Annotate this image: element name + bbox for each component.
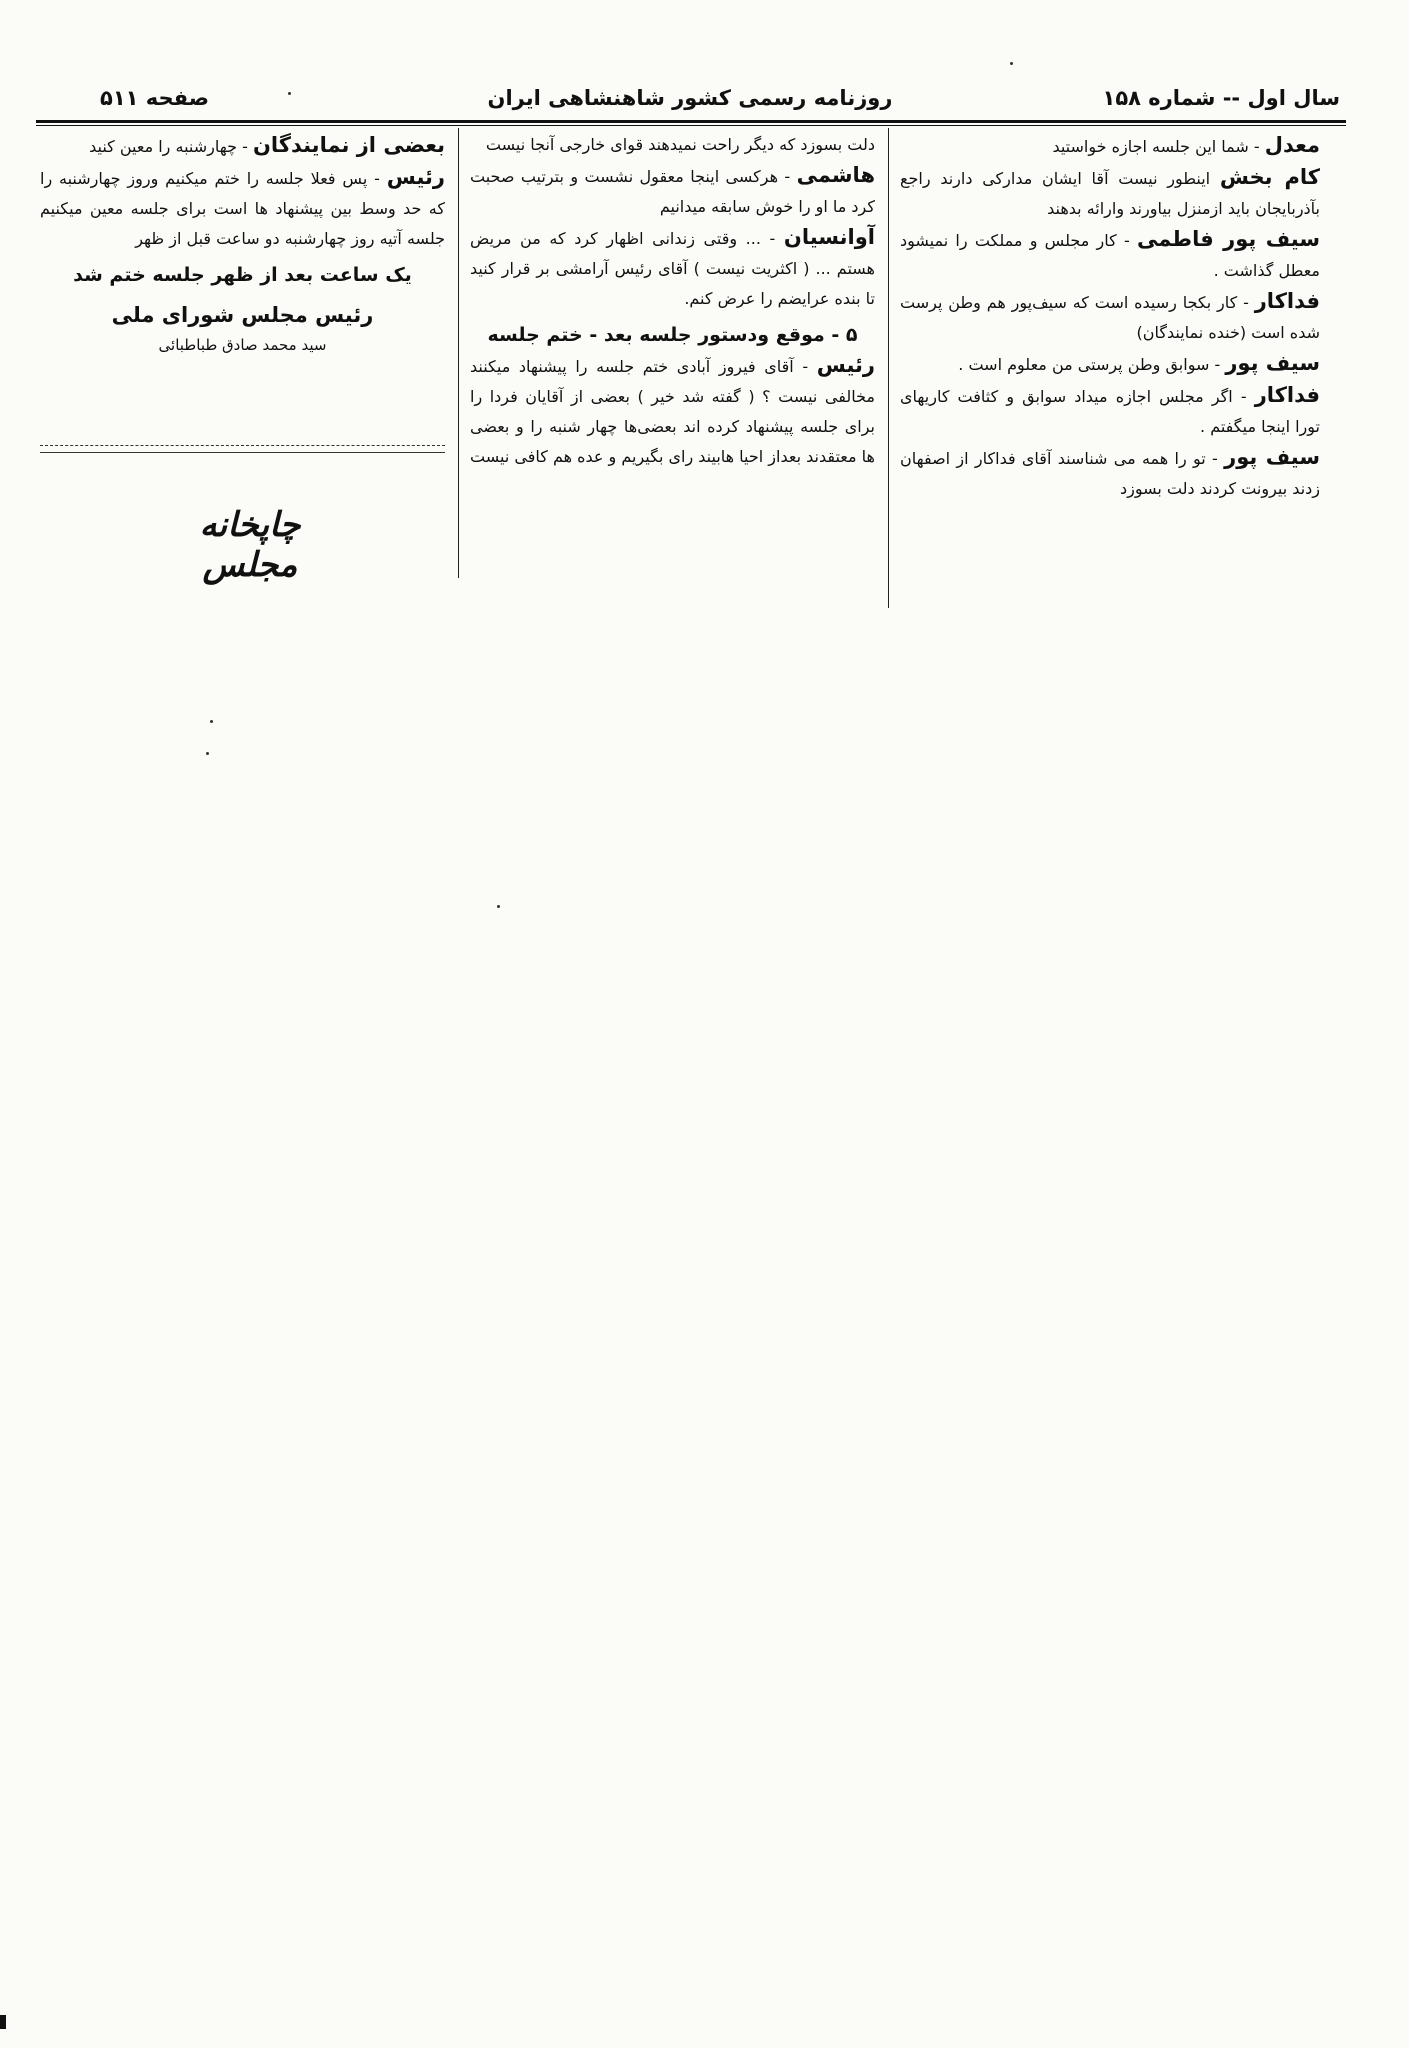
speech-text: - هرکسی اینجا معقول نشست و بترتیب صحبت کرد ما او را خوش سابقه میدانیم (470, 167, 875, 216)
speaker-name: سیف پور (1224, 445, 1321, 469)
paragraph (470, 222, 875, 314)
column-divider-right (888, 128, 889, 608)
speech-text: - چهارشنبه را معین کنید (89, 137, 253, 156)
speaker-name: معدل (1264, 133, 1320, 157)
paragraph (900, 130, 1320, 162)
speaker-name: فداکار (1254, 383, 1320, 407)
scan-speck (206, 752, 209, 755)
paragraph (900, 442, 1320, 504)
header-rule-thin (36, 125, 1346, 126)
speech-text: - اگر مجلس اجازه میداد سوابق و کثافت کاریهای تورا اینجا میگفتم . (900, 387, 1320, 436)
speaker-name: سیف پور فاطمی (1136, 227, 1320, 251)
printer-signature: چاپخانه مجلس (199, 505, 301, 585)
speech-text: اینطور نیست آقا ایشان مدارکی دارند راجع بآذربایجان باید ازمنزل بیاورند وارائه بدهند (900, 169, 1320, 218)
speech-text: - پس فعلا جلسه را ختم میکنیم وروز چهارشنبه را که حد وسط بین پیشنهاد ها است برای جلسه معین میکنیم جلسه آتیه روز چهارشنبه دو ساعت قبل از ظهر (40, 169, 445, 248)
header-rule (36, 120, 1346, 123)
signature-title: رئیس مجلس شورای ملی (111, 303, 374, 327)
scan-speck (210, 720, 213, 723)
left-column (40, 130, 445, 360)
paragraph (900, 162, 1320, 224)
speaker-name: هاشمی (796, 163, 875, 187)
speech-text: - آقای فیروز آبادی ختم جلسه را پیشنهاد میکنند مخالفی نیست ؟ ( گفته شد خیر ) بعضی از آقایان فردا را برای جلسه پیشنهاد کرده اند بعضی‌ها چهار شنبه را و بعضی ها معتقدند بعداز احیا هابیند رای بگیریم و عده هم کافی نیست (470, 357, 875, 466)
speech-text: - کار مجلس و مملکت را نمیشود معطل گذاشت . (900, 231, 1320, 280)
speaker-name: رئیس (816, 353, 875, 377)
speaker-name: بعضی از نمایندگان (252, 133, 445, 157)
speaker-name: رئیس (386, 165, 445, 189)
newspaper-title: روزنامه رسمی کشور شاهنشاهی ایران (487, 86, 893, 110)
session-end-line: یک ساعت بعد از ظهر جلسه ختم شد (73, 264, 412, 286)
paragraph (40, 162, 445, 254)
speech-text: - شما این جلسه اجازه خواستید (1052, 137, 1265, 156)
speaker-name: فداکار (1254, 289, 1320, 313)
paragraph (900, 286, 1320, 348)
speech-text: - ... وقتی زندانی اظهار کرد که من مریض هستم ... ( اکثریت نیست ) آقای رئیس آرامشی بر قرار کنید تا بنده عرایضم را عرض کنم. (470, 229, 875, 308)
speaker-name: کام بخش (1219, 165, 1320, 189)
end-rule (40, 452, 445, 453)
scan-speck (288, 92, 291, 95)
right-column (900, 130, 1320, 504)
middle-column (470, 130, 875, 472)
end-rule-dashed (40, 445, 445, 446)
paragraph (470, 160, 875, 222)
paragraph (900, 380, 1320, 442)
paragraph (900, 224, 1320, 286)
paragraph (900, 348, 1320, 380)
speaker-name: آوانسیان (783, 225, 875, 249)
issue-number: سال اول -- شماره ۱۵۸ (1102, 86, 1340, 110)
scan-speck (1010, 62, 1013, 65)
speaker-name: سیف پور (1225, 351, 1320, 375)
page-number: صفحه ۵۱۱ (100, 86, 210, 110)
paragraph: دلت بسوزد که دیگر راحت نمیدهند قوای خارجی آنجا نیست (485, 135, 875, 154)
signature-name: سید محمد صادق طباطبائی (158, 336, 327, 354)
scan-edge-mark (0, 2015, 6, 2029)
section-heading: ۵ - موقع ودستور جلسه بعد - ختم جلسه (487, 324, 858, 346)
paragraph (40, 130, 445, 162)
scan-speck (497, 905, 500, 908)
paragraph (470, 350, 875, 472)
speech-text: - تو را همه می شناسند آقای فداکار از اصفهان زدند بیرونت کردند دلت بسوزد (900, 449, 1320, 498)
speech-text: - سوابق وطن پرستی من معلوم است . (958, 355, 1226, 374)
column-divider-left (458, 128, 459, 578)
page-header (40, 80, 1340, 116)
speech-text: - کار بکجا رسیده است که سیف‌پور هم وطن پرست شده است (خنده نمایندگان) (900, 293, 1320, 342)
